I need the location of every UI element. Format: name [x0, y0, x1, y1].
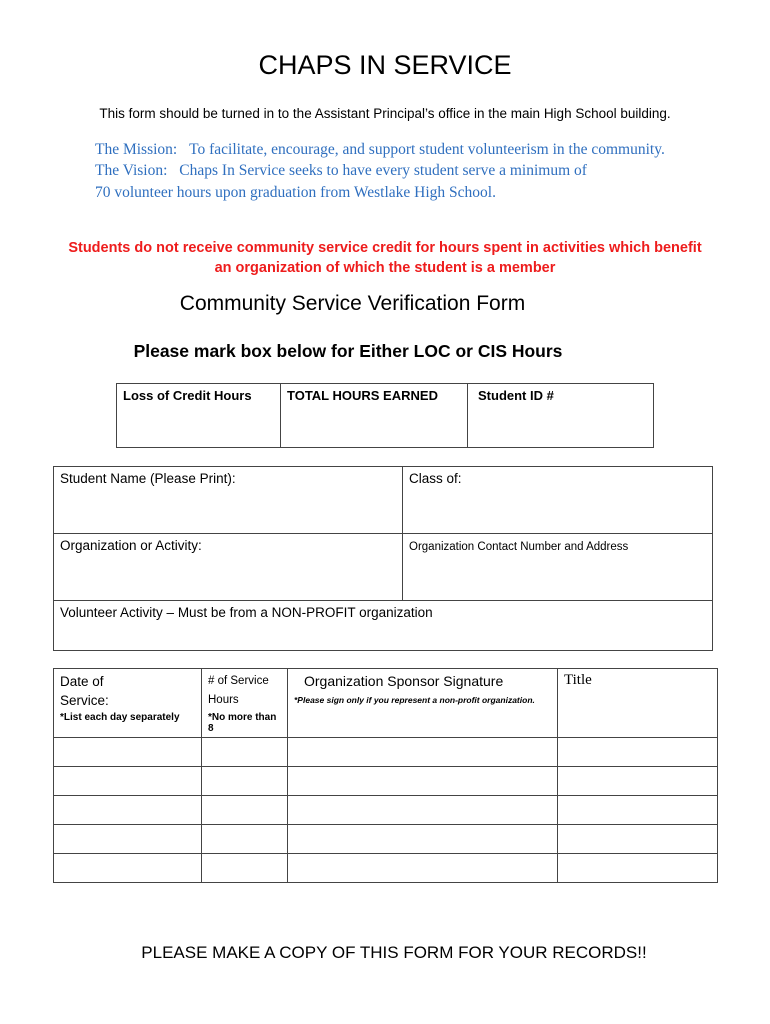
mark-instruction: Please mark box below for Either LOC or CIS Hours [133, 341, 563, 361]
credit-warning [0, 238, 770, 278]
sponsor-header-label: Organization Sponsor Signature [304, 673, 504, 689]
signature-cell[interactable] [288, 854, 558, 883]
title-cell[interactable] [558, 825, 718, 854]
mission-label: The Mission: [95, 141, 178, 158]
date-header [54, 669, 202, 738]
copy-reminder: PLEASE MAKE A COPY OF THIS FORM FOR YOUR RECORDS!! [141, 943, 647, 962]
date-cell[interactable] [54, 767, 202, 796]
warning-line2: an organization of which the student is a member [214, 260, 556, 276]
signature-cell[interactable] [288, 767, 558, 796]
mission-text: To facilitate, encourage, and support student volunteerism in the community. [189, 141, 665, 158]
signature-cell[interactable] [288, 825, 558, 854]
date-header-note: *List each day separately [60, 712, 180, 723]
total-hours-label: TOTAL HOURS EARNED [287, 388, 438, 403]
title-cell[interactable] [558, 767, 718, 796]
hours-cell[interactable] [202, 796, 288, 825]
title-header [558, 669, 718, 738]
hours-header-line1: # of Service [208, 675, 269, 687]
hours-header-line2: Hours [208, 694, 239, 706]
sponsor-header [288, 669, 558, 738]
hours-cell[interactable] [202, 767, 288, 796]
submission-notice: This form should be turned in to the Assistant Principal’s office in the main High School building. [99, 106, 671, 121]
vision-text-line1: Chaps In Service seeks to have every student serve a minimum of [179, 162, 587, 179]
form-title: CHAPS IN SERVICE [258, 50, 512, 80]
table-row [54, 854, 718, 883]
mission-statement [95, 141, 665, 159]
vision-text-line2: 70 volunteer hours upon graduation from Westlake High School. [95, 184, 496, 201]
hours-header [202, 669, 288, 738]
title-cell[interactable] [558, 796, 718, 825]
vision-label: The Vision: [95, 162, 168, 179]
hours-table [116, 383, 654, 448]
date-cell[interactable] [54, 738, 202, 767]
loss-of-credit-label: Loss of Credit Hours [123, 388, 252, 403]
student-id-box[interactable] [468, 384, 654, 448]
signature-cell[interactable] [288, 738, 558, 767]
student-name-label: Student Name (Please Print): [60, 471, 236, 486]
org-contact-label: Organization Contact Number and Address [409, 541, 629, 553]
title-cell[interactable] [558, 738, 718, 767]
hours-cell[interactable] [202, 854, 288, 883]
date-cell[interactable] [54, 854, 202, 883]
vision-statement [95, 162, 587, 180]
title-cell[interactable] [558, 854, 718, 883]
table-row [54, 767, 718, 796]
organization-label: Organization or Activity: [60, 538, 202, 553]
signature-cell[interactable] [288, 796, 558, 825]
total-hours-box[interactable] [281, 384, 468, 448]
warning-line1: Students do not receive community service credit for hours spent in activities which benefit [68, 240, 702, 256]
org-contact-field[interactable] [403, 534, 713, 601]
student-name-field[interactable] [54, 467, 403, 534]
date-cell[interactable] [54, 825, 202, 854]
class-of-field[interactable] [403, 467, 713, 534]
hours-cell[interactable] [202, 825, 288, 854]
student-id-label: Student ID # [478, 388, 554, 403]
loss-of-credit-box[interactable] [117, 384, 281, 448]
table-row [54, 796, 718, 825]
table-row [54, 738, 718, 767]
hours-cell[interactable] [202, 738, 288, 767]
hours-header-note: *No more than 8 [208, 712, 277, 734]
table-row [54, 825, 718, 854]
organization-field[interactable] [54, 534, 403, 601]
volunteer-activity-label: Volunteer Activity – Must be from a NON-PROFIT organization [60, 605, 433, 620]
date-header-line1: Date of [60, 674, 104, 689]
volunteer-activity-field[interactable] [54, 601, 713, 651]
form-subtitle: Community Service Verification Form [179, 292, 526, 315]
class-of-label: Class of: [409, 471, 462, 486]
service-log-table [53, 668, 718, 883]
date-cell[interactable] [54, 796, 202, 825]
title-header-label: Title [564, 672, 592, 688]
date-header-line2: Service: [60, 693, 109, 708]
student-info-table [53, 466, 713, 651]
sponsor-header-note: *Please sign only if you represent a non-profit organization. [294, 695, 535, 705]
